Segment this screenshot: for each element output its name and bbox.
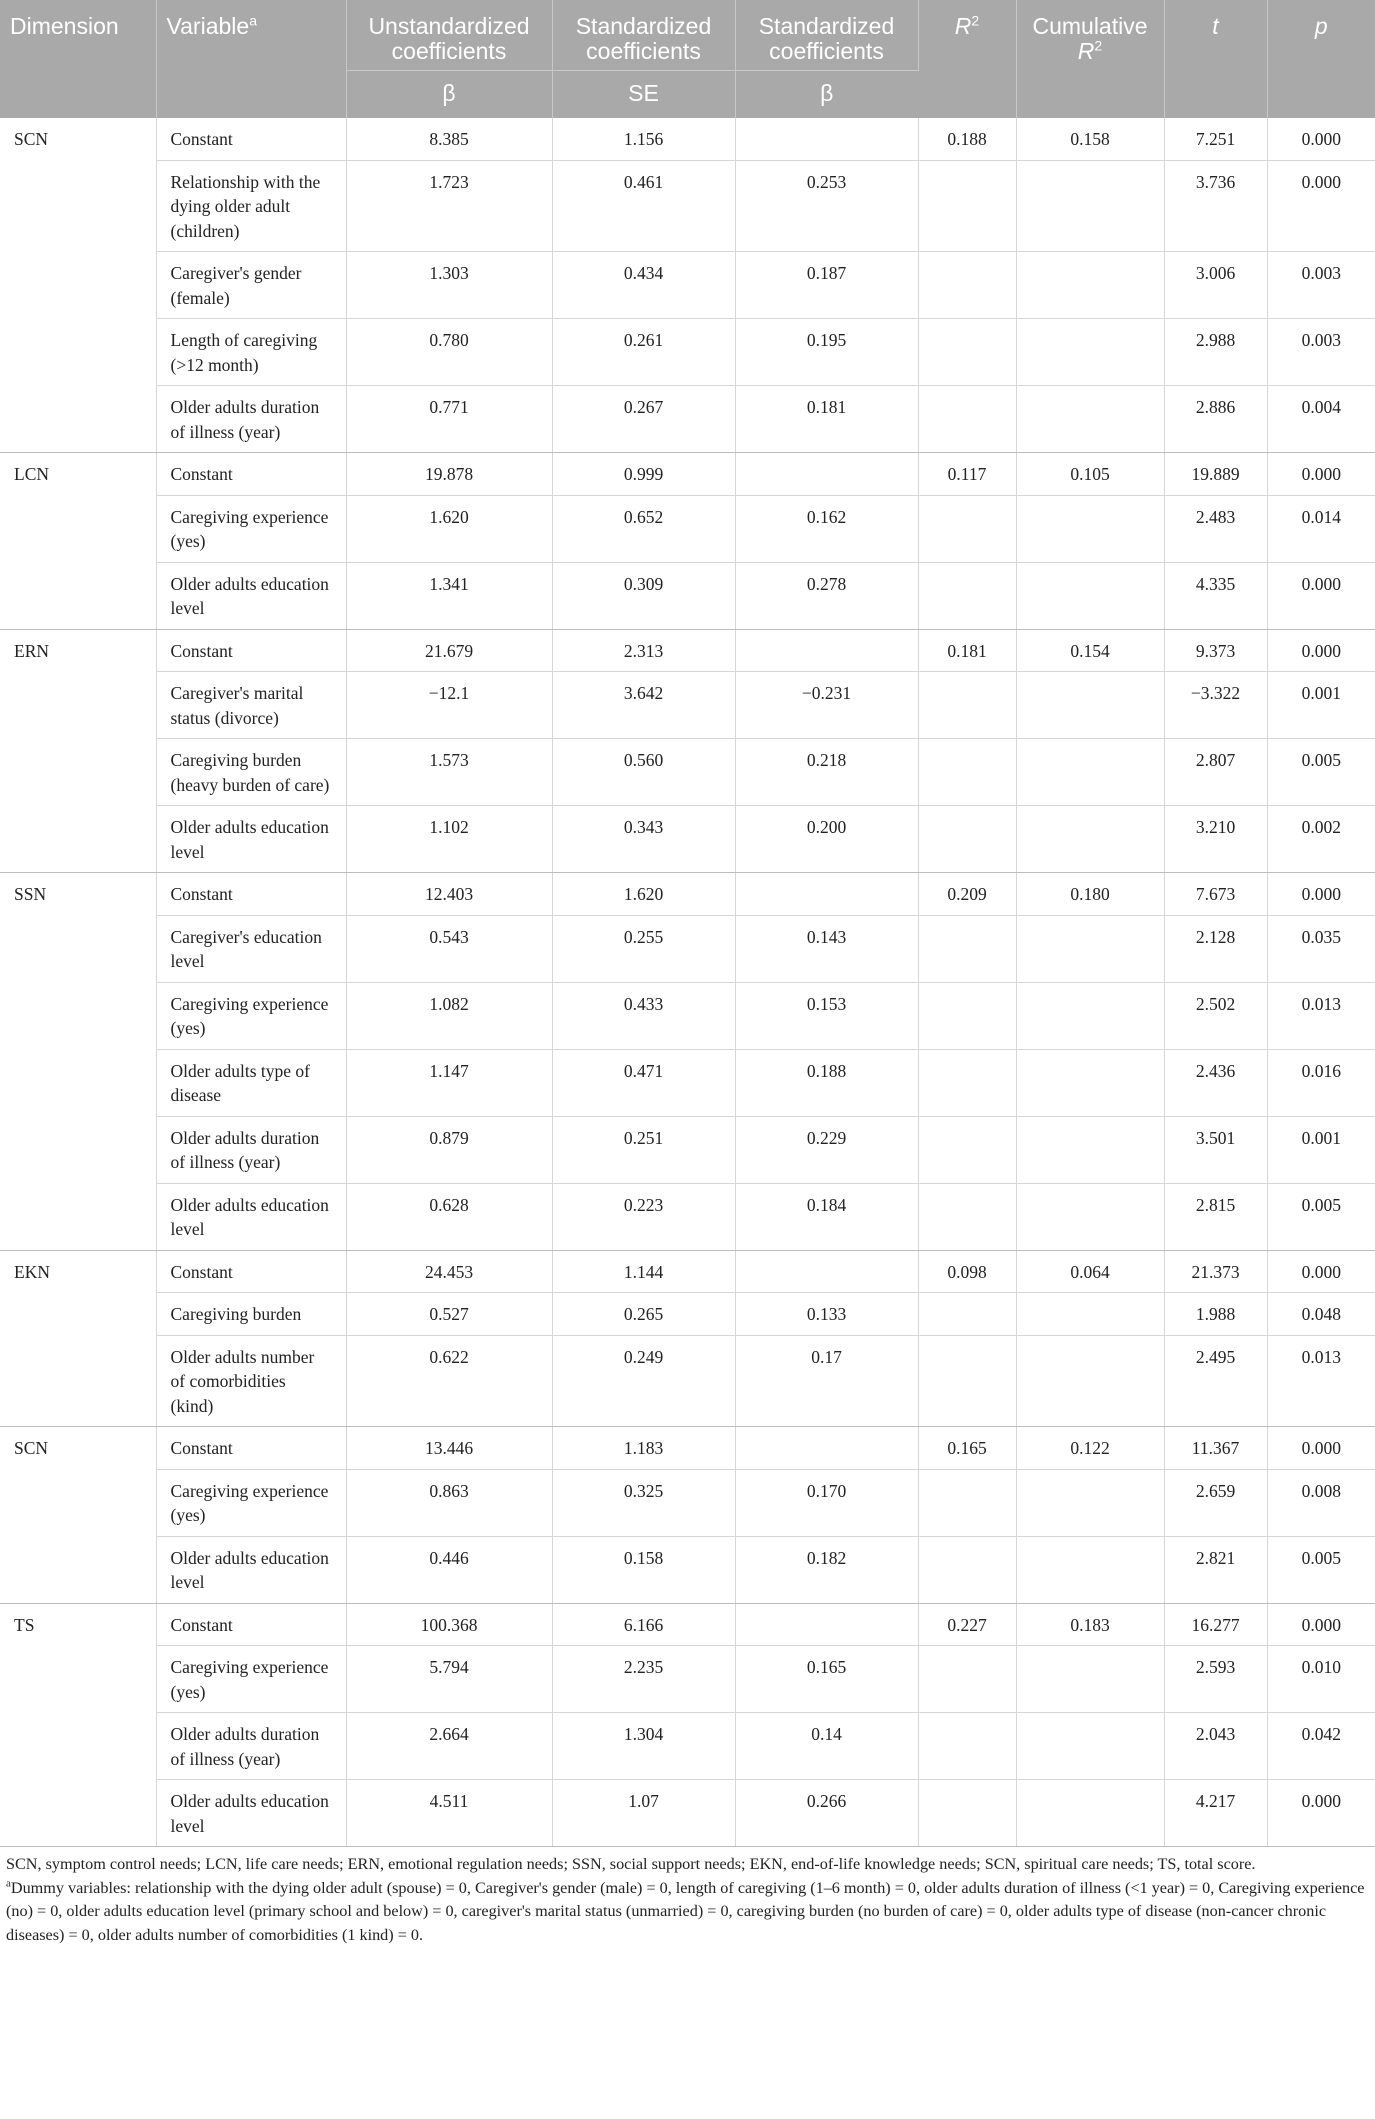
t-cell: 7.673 (1164, 873, 1267, 916)
std-beta-cell: 0.17 (735, 1335, 918, 1427)
cum-r2-cell (1016, 1713, 1164, 1780)
cum-r2-cell (1016, 319, 1164, 386)
r2-cell (918, 1780, 1016, 1847)
beta-cell: 0.628 (346, 1183, 552, 1250)
r2-cell (918, 319, 1016, 386)
beta-cell: 1.341 (346, 562, 552, 629)
se-cell: 1.183 (552, 1427, 735, 1470)
beta-cell: 0.780 (346, 319, 552, 386)
beta-cell: 0.879 (346, 1116, 552, 1183)
t-cell: 11.367 (1164, 1427, 1267, 1470)
table-row (0, 672, 1375, 739)
cum-r2-cell (1016, 915, 1164, 982)
se-cell: 1.07 (552, 1780, 735, 1847)
t-cell: 19.889 (1164, 453, 1267, 496)
se-cell: 0.267 (552, 386, 735, 453)
std-beta-cell (735, 1603, 918, 1646)
p-cell: 0.035 (1267, 915, 1375, 982)
table-row (0, 160, 1375, 252)
se-cell: 0.434 (552, 252, 735, 319)
std-beta-cell: 0.195 (735, 319, 918, 386)
table-row (0, 386, 1375, 453)
r2-cell (918, 1116, 1016, 1183)
table-row (0, 982, 1375, 1049)
table-body (0, 118, 1375, 1847)
std-beta-cell: 0.162 (735, 495, 918, 562)
variable-cell: Relationship with the dying older adult (children) (156, 160, 346, 252)
t-cell: 2.593 (1164, 1646, 1267, 1713)
table-row (0, 252, 1375, 319)
header-sub-se: SE (552, 71, 735, 119)
beta-cell: 1.620 (346, 495, 552, 562)
variable-cell: Caregiving experience (yes) (156, 1646, 346, 1713)
header-t: t (1164, 0, 1267, 118)
cum-r2-cell (1016, 982, 1164, 1049)
cum-r2-cell (1016, 672, 1164, 739)
se-cell: 0.309 (552, 562, 735, 629)
table-row (0, 319, 1375, 386)
variable-cell: Caregiving experience (yes) (156, 495, 346, 562)
cum-r2-cell (1016, 1780, 1164, 1847)
beta-cell: 0.863 (346, 1469, 552, 1536)
p-cell: 0.016 (1267, 1049, 1375, 1116)
header-r2: $R^2$ (918, 0, 1016, 118)
cum-r2-cell (1016, 386, 1164, 453)
p-cell: 0.005 (1267, 1183, 1375, 1250)
cum-r2-cell (1016, 160, 1164, 252)
beta-cell: 1.147 (346, 1049, 552, 1116)
r2-cell (918, 1183, 1016, 1250)
t-cell: 9.373 (1164, 629, 1267, 672)
table-row (0, 1335, 1375, 1427)
table-row (0, 495, 1375, 562)
p-cell: 0.000 (1267, 873, 1375, 916)
r2-cell (918, 672, 1016, 739)
t-cell: 2.128 (1164, 915, 1267, 982)
table-row (0, 1603, 1375, 1646)
std-beta-cell: −0.231 (735, 672, 918, 739)
header-sub-beta-std: β (735, 71, 918, 119)
t-cell: 2.988 (1164, 319, 1267, 386)
header-p: p (1267, 0, 1375, 118)
std-beta-cell: 0.278 (735, 562, 918, 629)
r2-cell (918, 1469, 1016, 1536)
t-cell: 21.373 (1164, 1250, 1267, 1293)
header-unstandardized: Unstandardized coefficients (346, 0, 552, 71)
table-row (0, 1293, 1375, 1336)
variable-cell: Length of caregiving (>12 month) (156, 319, 346, 386)
p-cell: 0.013 (1267, 1335, 1375, 1427)
r2-cell (918, 915, 1016, 982)
std-beta-cell: 0.229 (735, 1116, 918, 1183)
t-cell: 3.501 (1164, 1116, 1267, 1183)
footnote-dummy: $^a$Dummy variables: relationship with the dying older adult (spouse) = 0, Caregiver's gender (male) = 0, length of caregiving (1–6 month) = 0, older adults duration of illness (<1 year) = 0, Caregiving experience (no) = 0, older adults education level (primary school and below) = 0, caregiver's marital status (unmarried) = 0, caregiving burden (no burden of care) = 0, older adults type of disease (non-cancer chronic diseases) = 0, older adults number of comorbidities (1 kind) = 0. (6, 1877, 1365, 1944)
variable-cell: Caregiving experience (yes) (156, 1469, 346, 1536)
p-cell: 0.004 (1267, 386, 1375, 453)
std-beta-cell: 0.153 (735, 982, 918, 1049)
t-cell: 3.736 (1164, 160, 1267, 252)
p-cell: 0.042 (1267, 1713, 1375, 1780)
t-cell: 4.335 (1164, 562, 1267, 629)
beta-cell: 0.527 (346, 1293, 552, 1336)
header-cumulative-r2: Cumulative $R^2$ (1016, 0, 1164, 118)
beta-cell: 1.573 (346, 739, 552, 806)
r2-cell (918, 562, 1016, 629)
r2-cell (918, 1049, 1016, 1116)
variable-cell: Older adults number of comorbidities (kind) (156, 1335, 346, 1427)
beta-cell: 1.082 (346, 982, 552, 1049)
t-cell: 2.659 (1164, 1469, 1267, 1536)
std-beta-cell: 0.188 (735, 1049, 918, 1116)
r2-cell: 0.098 (918, 1250, 1016, 1293)
p-cell: 0.000 (1267, 160, 1375, 252)
beta-cell: 4.511 (346, 1780, 552, 1847)
std-beta-cell: 0.184 (735, 1183, 918, 1250)
std-beta-cell (735, 118, 918, 160)
beta-cell: 1.102 (346, 806, 552, 873)
r2-cell (918, 495, 1016, 562)
t-cell: 2.043 (1164, 1713, 1267, 1780)
variable-cell: Older adults duration of illness (year) (156, 386, 346, 453)
p-cell: 0.000 (1267, 629, 1375, 672)
r2-cell (918, 386, 1016, 453)
table-row (0, 629, 1375, 672)
table-row (0, 1183, 1375, 1250)
beta-cell: 2.664 (346, 1713, 552, 1780)
table-row (0, 1780, 1375, 1847)
variable-cell: Constant (156, 1427, 346, 1470)
se-cell: 0.261 (552, 319, 735, 386)
table-row (0, 739, 1375, 806)
variable-cell: Older adults education level (156, 806, 346, 873)
table-row (0, 118, 1375, 160)
r2-cell (918, 160, 1016, 252)
se-cell: 0.251 (552, 1116, 735, 1183)
cum-r2-cell (1016, 1293, 1164, 1336)
std-beta-cell (735, 873, 918, 916)
p-cell: 0.000 (1267, 1603, 1375, 1646)
se-cell: 1.144 (552, 1250, 735, 1293)
t-cell: 2.436 (1164, 1049, 1267, 1116)
cum-r2-cell (1016, 1116, 1164, 1183)
cum-r2-cell (1016, 1049, 1164, 1116)
se-cell: 1.156 (552, 118, 735, 160)
variable-cell: Older adults duration of illness (year) (156, 1116, 346, 1183)
t-cell: 2.495 (1164, 1335, 1267, 1427)
table-row (0, 1116, 1375, 1183)
table-footnotes (0, 1847, 1375, 1947)
table-row (0, 1250, 1375, 1293)
std-beta-cell (735, 1427, 918, 1470)
se-cell: 6.166 (552, 1603, 735, 1646)
dimension-cell: SCN (0, 118, 156, 453)
std-beta-cell (735, 629, 918, 672)
t-cell: 16.277 (1164, 1603, 1267, 1646)
table-row (0, 915, 1375, 982)
cum-r2-cell (1016, 1183, 1164, 1250)
variable-cell: Caregiver's education level (156, 915, 346, 982)
beta-cell: 1.723 (346, 160, 552, 252)
variable-cell: Caregiving burden (156, 1293, 346, 1336)
beta-cell: 12.403 (346, 873, 552, 916)
variable-cell: Caregiving burden (heavy burden of care) (156, 739, 346, 806)
se-cell: 0.249 (552, 1335, 735, 1427)
table-row (0, 1427, 1375, 1470)
std-beta-cell: 0.266 (735, 1780, 918, 1847)
se-cell: 0.433 (552, 982, 735, 1049)
cum-r2-cell: 0.183 (1016, 1603, 1164, 1646)
beta-cell: 19.878 (346, 453, 552, 496)
table-row (0, 1536, 1375, 1603)
se-cell: 0.223 (552, 1183, 735, 1250)
beta-cell: 13.446 (346, 1427, 552, 1470)
beta-cell: 21.679 (346, 629, 552, 672)
header-standardized-1: Standardized coefficients (552, 0, 735, 71)
t-cell: 2.886 (1164, 386, 1267, 453)
dimension-cell: SCN (0, 1427, 156, 1604)
r2-cell: 0.165 (918, 1427, 1016, 1470)
cum-r2-cell: 0.180 (1016, 873, 1164, 916)
se-cell: 2.313 (552, 629, 735, 672)
cum-r2-cell (1016, 1646, 1164, 1713)
variable-cell: Caregiver's marital status (divorce) (156, 672, 346, 739)
header-dimension: Dimension (0, 0, 156, 118)
p-cell: 0.005 (1267, 739, 1375, 806)
t-cell: 1.988 (1164, 1293, 1267, 1336)
cum-r2-cell: 0.122 (1016, 1427, 1164, 1470)
footnote-abbreviations: SCN, symptom control needs; LCN, life care needs; ERN, emotional regulation needs; SSN, social support needs; EKN, end-of-life knowledge needs; SCN, spiritual care needs; TS, total score. (6, 1855, 1256, 1873)
table-row (0, 1646, 1375, 1713)
variable-cell: Constant (156, 629, 346, 672)
cum-r2-cell: 0.154 (1016, 629, 1164, 672)
dimension-cell: TS (0, 1603, 156, 1847)
variable-cell: Older adults duration of illness (year) (156, 1713, 346, 1780)
se-cell: 0.255 (552, 915, 735, 982)
variable-cell: Caregiver's gender (female) (156, 252, 346, 319)
p-cell: 0.048 (1267, 1293, 1375, 1336)
header-sub-beta-unstd: β (346, 71, 552, 119)
p-cell: 0.000 (1267, 1780, 1375, 1847)
p-cell: 0.013 (1267, 982, 1375, 1049)
r2-cell (918, 739, 1016, 806)
p-cell: 0.000 (1267, 562, 1375, 629)
p-cell: 0.003 (1267, 252, 1375, 319)
beta-cell: 0.543 (346, 915, 552, 982)
header-variable: Variable$^a$ (156, 0, 346, 118)
cum-r2-cell (1016, 1335, 1164, 1427)
beta-cell: 8.385 (346, 118, 552, 160)
p-cell: 0.008 (1267, 1469, 1375, 1536)
table-header (0, 0, 1375, 118)
dimension-cell: EKN (0, 1250, 156, 1427)
cum-r2-cell: 0.158 (1016, 118, 1164, 160)
std-beta-cell: 0.182 (735, 1536, 918, 1603)
r2-cell (918, 1335, 1016, 1427)
r2-cell (918, 1536, 1016, 1603)
std-beta-cell: 0.253 (735, 160, 918, 252)
p-cell: 0.003 (1267, 319, 1375, 386)
std-beta-cell: 0.170 (735, 1469, 918, 1536)
table-row (0, 453, 1375, 496)
table-row (0, 873, 1375, 916)
std-beta-cell: 0.200 (735, 806, 918, 873)
beta-cell: 1.303 (346, 252, 552, 319)
variable-cell: Older adults education level (156, 1536, 346, 1603)
std-beta-cell: 0.133 (735, 1293, 918, 1336)
variable-cell: Constant (156, 453, 346, 496)
se-cell: 3.642 (552, 672, 735, 739)
beta-cell: 5.794 (346, 1646, 552, 1713)
p-cell: 0.000 (1267, 453, 1375, 496)
t-cell: 4.217 (1164, 1780, 1267, 1847)
se-cell: 0.999 (552, 453, 735, 496)
t-cell: 3.006 (1164, 252, 1267, 319)
p-cell: 0.010 (1267, 1646, 1375, 1713)
se-cell: 0.461 (552, 160, 735, 252)
variable-cell: Older adults type of disease (156, 1049, 346, 1116)
r2-cell: 0.181 (918, 629, 1016, 672)
dimension-cell: SSN (0, 873, 156, 1251)
se-cell: 0.325 (552, 1469, 735, 1536)
r2-cell (918, 252, 1016, 319)
t-cell: 2.821 (1164, 1536, 1267, 1603)
p-cell: 0.001 (1267, 1116, 1375, 1183)
variable-cell: Older adults education level (156, 562, 346, 629)
r2-cell: 0.227 (918, 1603, 1016, 1646)
cum-r2-cell (1016, 562, 1164, 629)
se-cell: 0.343 (552, 806, 735, 873)
table-row (0, 1469, 1375, 1536)
se-cell: 1.620 (552, 873, 735, 916)
t-cell: 3.210 (1164, 806, 1267, 873)
beta-cell: 0.771 (346, 386, 552, 453)
header-standardized-2: Standardized coefficients (735, 0, 918, 71)
variable-cell: Older adults education level (156, 1183, 346, 1250)
p-cell: 0.001 (1267, 672, 1375, 739)
beta-cell: 0.446 (346, 1536, 552, 1603)
p-cell: 0.002 (1267, 806, 1375, 873)
t-cell: 2.815 (1164, 1183, 1267, 1250)
p-cell: 0.000 (1267, 1427, 1375, 1470)
r2-cell (918, 982, 1016, 1049)
std-beta-cell (735, 1250, 918, 1293)
t-cell: 2.807 (1164, 739, 1267, 806)
t-cell: 2.502 (1164, 982, 1267, 1049)
variable-cell: Constant (156, 118, 346, 160)
variable-cell: Caregiving experience (yes) (156, 982, 346, 1049)
variable-cell: Older adults education level (156, 1780, 346, 1847)
r2-cell (918, 1646, 1016, 1713)
variable-cell: Constant (156, 873, 346, 916)
r2-cell (918, 806, 1016, 873)
p-cell: 0.000 (1267, 1250, 1375, 1293)
std-beta-cell: 0.14 (735, 1713, 918, 1780)
dimension-cell: ERN (0, 629, 156, 873)
cum-r2-cell: 0.105 (1016, 453, 1164, 496)
cum-r2-cell: 0.064 (1016, 1250, 1164, 1293)
r2-cell: 0.117 (918, 453, 1016, 496)
beta-cell: 100.368 (346, 1603, 552, 1646)
r2-cell: 0.188 (918, 118, 1016, 160)
dimension-cell: LCN (0, 453, 156, 630)
r2-cell: 0.209 (918, 873, 1016, 916)
se-cell: 0.560 (552, 739, 735, 806)
table-row (0, 806, 1375, 873)
se-cell: 2.235 (552, 1646, 735, 1713)
beta-cell: 24.453 (346, 1250, 552, 1293)
p-cell: 0.000 (1267, 118, 1375, 160)
std-beta-cell: 0.143 (735, 915, 918, 982)
r2-cell (918, 1713, 1016, 1780)
se-cell: 1.304 (552, 1713, 735, 1780)
p-cell: 0.014 (1267, 495, 1375, 562)
beta-cell: 0.622 (346, 1335, 552, 1427)
variable-cell: Constant (156, 1603, 346, 1646)
t-cell: −3.322 (1164, 672, 1267, 739)
r2-cell (918, 1293, 1016, 1336)
table-row (0, 562, 1375, 629)
se-cell: 0.652 (552, 495, 735, 562)
std-beta-cell: 0.218 (735, 739, 918, 806)
std-beta-cell (735, 453, 918, 496)
std-beta-cell: 0.181 (735, 386, 918, 453)
p-cell: 0.005 (1267, 1536, 1375, 1603)
se-cell: 0.471 (552, 1049, 735, 1116)
cum-r2-cell (1016, 252, 1164, 319)
beta-cell: −12.1 (346, 672, 552, 739)
table-row (0, 1049, 1375, 1116)
variable-cell: Constant (156, 1250, 346, 1293)
cum-r2-cell (1016, 739, 1164, 806)
cum-r2-cell (1016, 1469, 1164, 1536)
std-beta-cell: 0.187 (735, 252, 918, 319)
cum-r2-cell (1016, 806, 1164, 873)
table-row (0, 1713, 1375, 1780)
se-cell: 0.158 (552, 1536, 735, 1603)
cum-r2-cell (1016, 495, 1164, 562)
std-beta-cell: 0.165 (735, 1646, 918, 1713)
t-cell: 2.483 (1164, 495, 1267, 562)
cum-r2-cell (1016, 1536, 1164, 1603)
t-cell: 7.251 (1164, 118, 1267, 160)
se-cell: 0.265 (552, 1293, 735, 1336)
